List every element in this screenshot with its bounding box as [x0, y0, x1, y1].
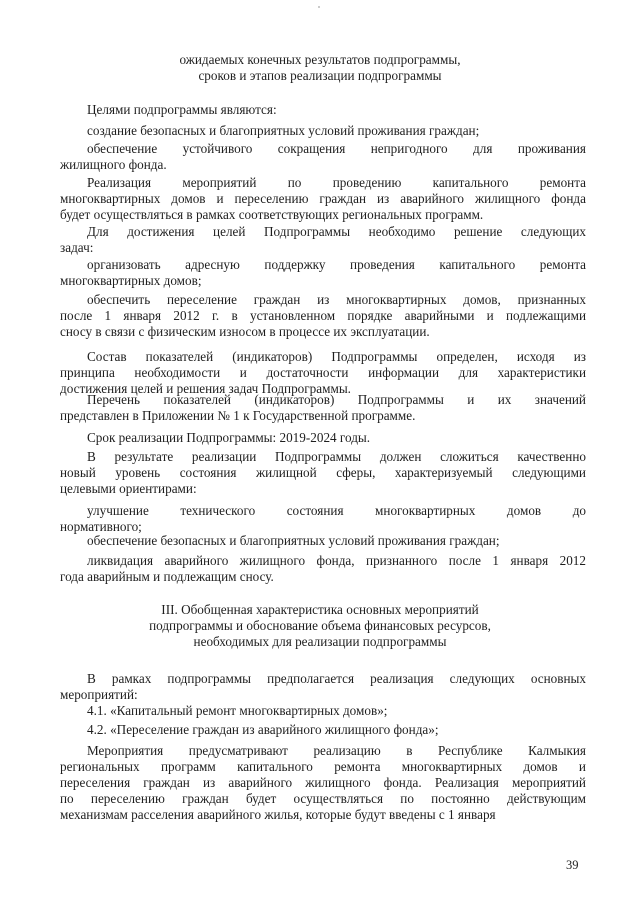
- text-line: по переселению граждан будет осуществляться по постоянно действующим: [60, 791, 586, 806]
- text-line: Мероприятия предусматривают реализацию в Республике Калмыкия: [87, 743, 586, 758]
- text-line: задач:: [60, 240, 94, 255]
- text-line: обеспечение устойчивого сокращения непригодного для проживания: [87, 141, 586, 156]
- text-line: Перечень показателей (индикаторов) Подпрограммы и их значений: [87, 392, 586, 407]
- text-line: Срок реализации Подпрограммы: 2019-2024 годы.: [87, 430, 371, 445]
- text-line: обеспечение безопасных и благоприятных условий проживания граждан;: [87, 533, 500, 548]
- paragraph: [60, 553, 586, 585]
- text-line: сносу в связи с физическим износом в процессе их эксплуатации.: [60, 324, 430, 339]
- text-line: 4.2. «Переселение граждан из аварийного жилищного фонда»;: [87, 722, 439, 737]
- heading-line: III. Обобщенная характеристика основных мероприятий: [161, 602, 479, 617]
- text-line: принципа необходимости и достаточности информации для характеристики: [60, 365, 586, 380]
- text-line: целевыми ориентирами:: [60, 481, 197, 496]
- text-line: создание безопасных и благоприятных условий проживания граждан;: [87, 123, 480, 138]
- paragraph: [60, 722, 586, 738]
- text-line: В результате реализации Подпрограммы должен сложиться качественно: [87, 449, 586, 464]
- text-line: нормативного;: [60, 519, 142, 534]
- text-line: ликвидация аварийного жилищного фонда, признанного после 1 января 2012: [87, 553, 586, 568]
- text-line: многоквартирных домов;: [60, 273, 202, 288]
- text-line: достижения целей и решения задач Подпрограммы.: [60, 381, 351, 396]
- paragraph: [60, 703, 586, 719]
- paragraph: [60, 449, 586, 497]
- text-line: новый уровень состояния жилищной сферы, характеризуемый следующими: [60, 465, 586, 480]
- text-line: организовать адресную поддержку проведения капитального ремонта: [87, 257, 586, 272]
- scan-speck: [318, 6, 320, 8]
- text-line: после 1 января 2012 г. в установленном порядке аварийными и подлежащими: [60, 308, 586, 323]
- text-line: Реализация мероприятий по проведению капитального ремонта: [87, 175, 586, 190]
- heading-line: сроков и этапов реализации подпрограммы: [198, 68, 442, 83]
- paragraph: [60, 392, 586, 424]
- heading-line: ожидаемых конечных результатов подпрограммы,: [179, 52, 461, 67]
- paragraph: [60, 123, 586, 139]
- text-line: будет осуществляться в рамках соответствующих региональных программ.: [60, 207, 484, 222]
- text-line: жилищного фонда.: [60, 157, 167, 172]
- text-line: 4.1. «Капитальный ремонт многоквартирных домов»;: [87, 703, 388, 718]
- text-line: механизмам расселения аварийного жилья, которые будут введены с 1 января: [60, 807, 496, 822]
- heading-line: подпрограммы и обоснование объема финансовых ресурсов,: [149, 618, 491, 633]
- paragraph: [60, 671, 586, 703]
- text-line: многоквартирных домов и переселению граждан из аварийного жилищного фонда: [60, 191, 586, 206]
- text-line: улучшение технического состояния многоквартирных домов до: [87, 503, 586, 518]
- paragraph: [60, 102, 586, 118]
- paragraph: [60, 175, 586, 223]
- text-line: В рамках подпрограммы предполагается реализация следующих основных: [87, 671, 586, 686]
- text-line: представлен в Приложении № 1 к Государственной программе.: [60, 408, 416, 423]
- paragraph: [60, 430, 586, 446]
- paragraph: [60, 257, 586, 289]
- paragraph: [60, 503, 586, 535]
- paragraph: [60, 349, 586, 397]
- text-line: Целями подпрограммы являются:: [87, 102, 277, 117]
- section-heading-3: [60, 602, 580, 650]
- text-line: переселения граждан из аварийного жилищного фонда. Реализация мероприятий: [60, 775, 586, 790]
- text-line: Состав показателей (индикаторов) Подпрограммы определен, исходя из: [87, 349, 586, 364]
- heading-line: необходимых для реализации подпрограммы: [193, 634, 447, 649]
- paragraph: [60, 533, 586, 549]
- paragraph: [60, 292, 586, 340]
- section-heading-continued: [60, 52, 580, 84]
- text-line: Для достижения целей Подпрограммы необходимо решение следующих: [87, 224, 586, 239]
- paragraph: [60, 141, 586, 173]
- text-line: региональных программ капитального ремонта многоквартирных домов и: [60, 759, 586, 774]
- paragraph: [60, 224, 586, 256]
- text-line: мероприятий:: [60, 687, 138, 702]
- paragraph: [60, 743, 586, 823]
- text-line: обеспечить переселение граждан из многоквартирных домов, признанных: [87, 292, 586, 307]
- text-line: года аварийным и подлежащим сносу.: [60, 569, 274, 584]
- page-number: 39: [566, 858, 579, 872]
